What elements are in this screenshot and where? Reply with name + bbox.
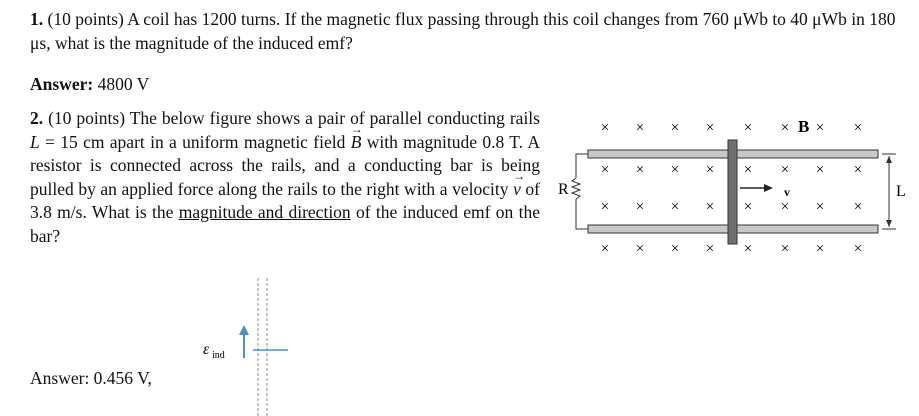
field-cross-1-1: ×: [635, 162, 645, 178]
length-label: L: [896, 183, 906, 200]
field-cross-2-1: ×: [635, 199, 645, 215]
field-cross-2-6: ×: [815, 199, 825, 215]
field-cross-0-5: ×: [780, 120, 790, 136]
field-cross-3-0: ×: [600, 241, 610, 257]
question-2-text-5: of the induced emf on the bar?: [30, 202, 540, 246]
answer-1-label: Answer:: [30, 74, 94, 94]
answer-2-value: : 0.456 V,: [84, 368, 152, 388]
field-cross-2-2: ×: [670, 199, 680, 215]
field-cross-2-4: ×: [743, 199, 753, 215]
field-cross-3-5: ×: [780, 241, 790, 257]
field-cross-1-0: ×: [600, 162, 610, 178]
field-cross-2-5: ×: [780, 199, 790, 215]
field-cross-0-0: ×: [600, 120, 610, 136]
field-cross-3-6: ×: [815, 241, 825, 257]
question-2: [30, 107, 540, 248]
emf-arrow-head: [239, 325, 249, 335]
field-cross-1-7: ×: [853, 162, 863, 178]
question-2-number: 2.: [30, 108, 44, 128]
answer-2-label: Answer: [30, 368, 85, 388]
answer-2: [30, 367, 152, 391]
field-cross-0-2: ×: [670, 120, 680, 136]
field-cross-3-3: ×: [705, 241, 715, 257]
emf-symbol: ε: [203, 341, 210, 358]
question-2-text-3: with magnitude 0.8 T. A resistor is connected across the rails, and a conducting bar is being pulled by an applied force along the rails to the right with a velocity: [30, 131, 540, 199]
question-2-text-4: of 3.8 m/s. What is the: [30, 178, 541, 222]
field-cross-0-4: ×: [743, 120, 753, 136]
resistor: [572, 178, 580, 199]
conducting-bar: [728, 140, 737, 244]
answer-1-value: 4800 V: [97, 74, 150, 94]
field-cross-1-2: ×: [670, 162, 680, 178]
field-cross-3-7: ×: [853, 241, 863, 257]
field-cross-3-2: ×: [670, 241, 680, 257]
resistor-wire-top: [576, 154, 588, 178]
field-cross-0-3: ×: [705, 120, 715, 136]
resistor-wire-bottom: [576, 199, 588, 229]
vector-v: → v: [513, 178, 521, 202]
field-cross-2-7: ×: [853, 199, 863, 215]
dimension-arrow-top: [886, 156, 892, 163]
rails-figure: [550, 112, 910, 262]
field-cross-3-4: ×: [743, 241, 753, 257]
dimension-arrow-bottom: [886, 220, 892, 227]
field-cross-2-0: ×: [600, 199, 610, 215]
velocity-arrow-head: [764, 184, 773, 192]
field-cross-2-3: ×: [705, 199, 715, 215]
question-1: [30, 8, 900, 55]
field-cross-0-6: ×: [815, 120, 825, 136]
field-cross-1-5: ×: [780, 162, 790, 178]
emf-sketch: [180, 270, 300, 416]
resistor-label: R: [558, 181, 569, 198]
question-2-text-2: = 15 cm apart in a uniform magnetic field: [39, 131, 351, 152]
field-cross-0-7: ×: [853, 120, 863, 136]
field-cross-3-1: ×: [635, 241, 645, 257]
field-label: B: [798, 117, 810, 136]
field-cross-1-3: ×: [705, 162, 715, 178]
question-1-text: (10 points) A coil has 1200 turns. If the magnetic flux passing through this coil changes from 760 μWb to 40 μWb in 180 μs, what is the magnitude of the induced emf?: [30, 9, 896, 53]
field-cross-1-4: ×: [743, 162, 753, 178]
question-1-number: 1.: [30, 9, 44, 29]
symbol-L: L: [30, 131, 40, 152]
underlined-phrase: magnitude and direction: [178, 202, 351, 222]
emf-subscript: ind: [212, 350, 225, 361]
question-2-text-1: (10 points) The below figure shows a pair of parallel conducting rails: [48, 108, 540, 128]
velocity-label: v: [784, 185, 790, 199]
answer-1: [30, 73, 149, 97]
vector-B: → B: [351, 131, 362, 155]
field-cross-1-6: ×: [815, 162, 825, 178]
field-cross-0-1: ×: [635, 120, 645, 136]
